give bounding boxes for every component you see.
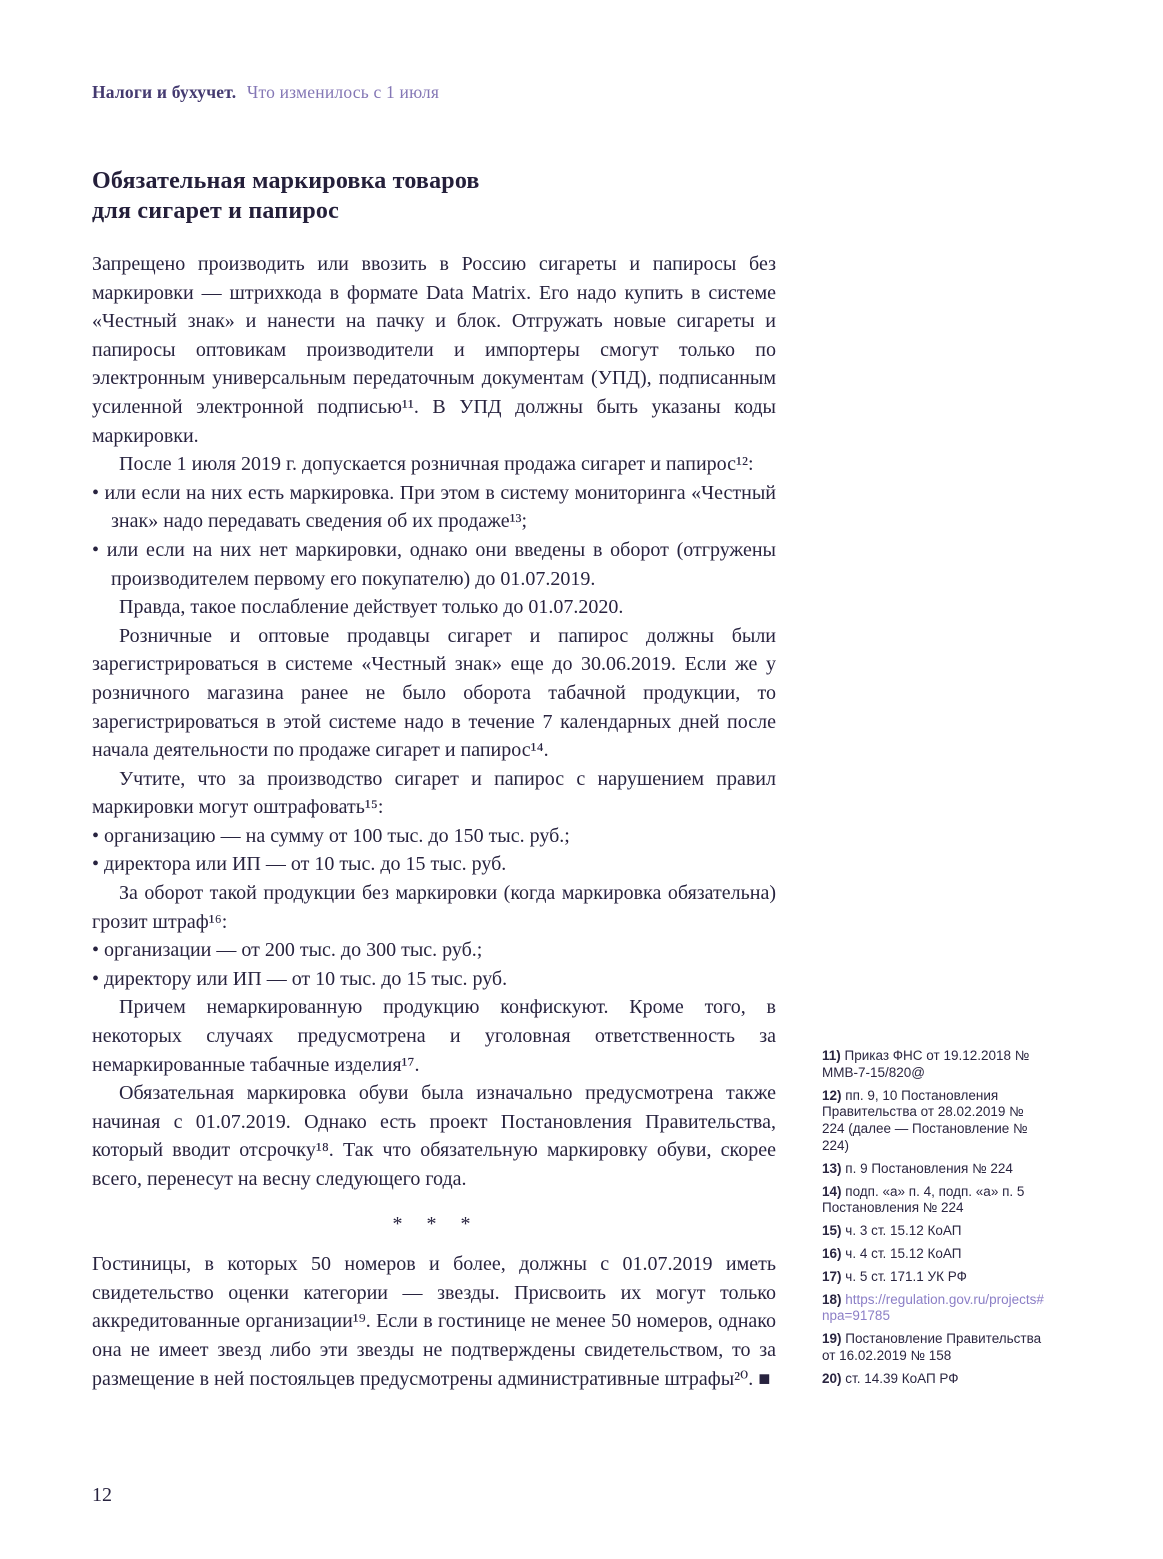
footnote-number: 17) [822, 1268, 842, 1284]
footnote-number: 11) [822, 1048, 841, 1063]
paragraph: За оборот такой продукции без маркировки (когда маркировка обязательна) грозит штраф¹⁶: [92, 882, 776, 933]
paragraph: Причем немаркированную продукцию конфискуют. Кроме того, в некоторых случаях предусмотрена и уголовная ответственность за немаркированные табачные изделия¹⁷. [92, 996, 776, 1076]
footnote: 14) подп. «а» п. 4, подп. «а» п. 5 Постановления № 224 [822, 1183, 1025, 1216]
footnote-number: 19) [822, 1331, 842, 1347]
running-header [92, 82, 439, 103]
footnote-number: 14) [822, 1183, 842, 1199]
footnote-link[interactable]: https://regulation.gov.ru/projects#npa=91785 [822, 1291, 1044, 1324]
bullet-item: • директора или ИП — от 10 тыс. до 15 тыс. руб. [92, 853, 507, 876]
paragraph: Обязательная маркировка обуви была изначально предусмотрена также начиная с 01.07.2019. Однако есть проект Постановления Правительства, который вводит отсрочку¹⁸. Так что обязательную маркировку обуви, скорее всего, перенесут на весну следующего года. [92, 1082, 776, 1190]
article-title-line-1: Обязательная маркировка товаров [92, 168, 480, 194]
bullet-item: • или если на них нет маркировки, однако они введены в оборот (отгружены производителем первому его покупателю) до 01.07.2019. [92, 538, 776, 590]
footnote-number: 12) [822, 1087, 842, 1103]
bullet-item: • или если на них есть маркировка. При этом в систему мониторинга «Честный знак» надо передавать сведения об их продаже¹³; [92, 481, 776, 533]
bullet-item: • организацию — на сумму от 100 тыс. до 150 тыс. руб.; [92, 824, 570, 847]
article-title [92, 166, 776, 226]
footnote: 16) ч. 4 ст. 15.12 КоАП [822, 1245, 962, 1261]
paragraph: Учтите, что за производство сигарет и папирос с нарушением правил маркировки могут оштрафовать¹⁵: [92, 767, 776, 819]
footnote: 17) ч. 5 ст. 171.1 УК РФ [822, 1268, 967, 1284]
bullet-item: • организации — от 200 тыс. до 300 тыс. руб.; [92, 939, 483, 962]
paragraph: Запрещено производить или ввозить в Россию сигареты и папиросы без маркировки — штрихкода в формате Data Matrix. Его надо купить в системе «Честный знак» и нанести на пачку и блок. Отгружать новые сигареты и папиросы оптовикам производители и импортеры смогут только по электронным универсальным передаточным документам (УПД), подписанным усиленной электронной подписью¹¹. В УПД должны быть указаны коды маркировки. [92, 253, 776, 447]
footnote-number: 18) [822, 1291, 842, 1307]
footnote-number: 16) [822, 1245, 842, 1261]
footnote-number: 13) [822, 1160, 842, 1176]
footnote: 15) ч. 3 ст. 15.12 КоАП [822, 1223, 962, 1239]
footnote: 13) п. 9 Постановления № 224 [822, 1160, 1013, 1176]
footnotes-column [822, 1048, 1048, 1394]
footnote-number: 20) [822, 1370, 842, 1386]
footnote-number: 15) [822, 1223, 842, 1239]
paragraph: Розничные и оптовые продавцы сигарет и папирос должны были зарегистрироваться в системе «Честный знак» еще до 30.06.2019. Если же у розничного магазина ранее не было оборота табачной продукции, то зарегистрироваться в этой системе надо в течение 7 календарных дней после начала деятельности по продаже сигарет и папирос¹⁴. [92, 624, 776, 762]
page-number: 12 [92, 1484, 112, 1506]
footnote: 12) пп. 9, 10 Постановления Правительства от 28.02.2019 № 224 (далее — Постановление № 224) [822, 1087, 1028, 1153]
paragraph: Правда, такое послабление действует только до 01.07.2020. [119, 596, 624, 619]
paragraph: После 1 июля 2019 г. допускается розничная продажа сигарет и папирос¹²: [119, 453, 754, 476]
footnote: 11) Приказ ФНС от 19.12.2018 № ММВ-7-15/820@ [822, 1048, 1030, 1080]
article-title-line-2: для сигарет и папирос [92, 198, 339, 224]
section-separator: * * * [392, 1212, 476, 1235]
header-section-title: Что изменилось с 1 июля [246, 82, 440, 102]
article-column [92, 166, 776, 1393]
article-body [92, 250, 776, 1393]
footnote [822, 1292, 1048, 1326]
header-brand: Налоги и бухучет. [92, 82, 237, 102]
footnote: 19) Постановление Правительства от 16.02.2019 № 158 [822, 1331, 1042, 1363]
footnote: 20) ст. 14.39 КоАП РФ [822, 1370, 959, 1386]
paragraph: Гостиницы, в которых 50 номеров и более, должны с 01.07.2019 иметь свидетельство оценки категории — звезды. Присвоить их могут только аккредитованные организации¹⁹. Если в гостинице не менее 50 номеров, однако она не имеет звезд либо эти звезды не подтверждены свидетельством, то за размещение в ней постояльцев предусмотрены административные штрафы²⁰. ■ [92, 1253, 776, 1390]
bullet-item: • директору или ИП — от 10 тыс. до 15 тыс. руб. [92, 967, 508, 990]
